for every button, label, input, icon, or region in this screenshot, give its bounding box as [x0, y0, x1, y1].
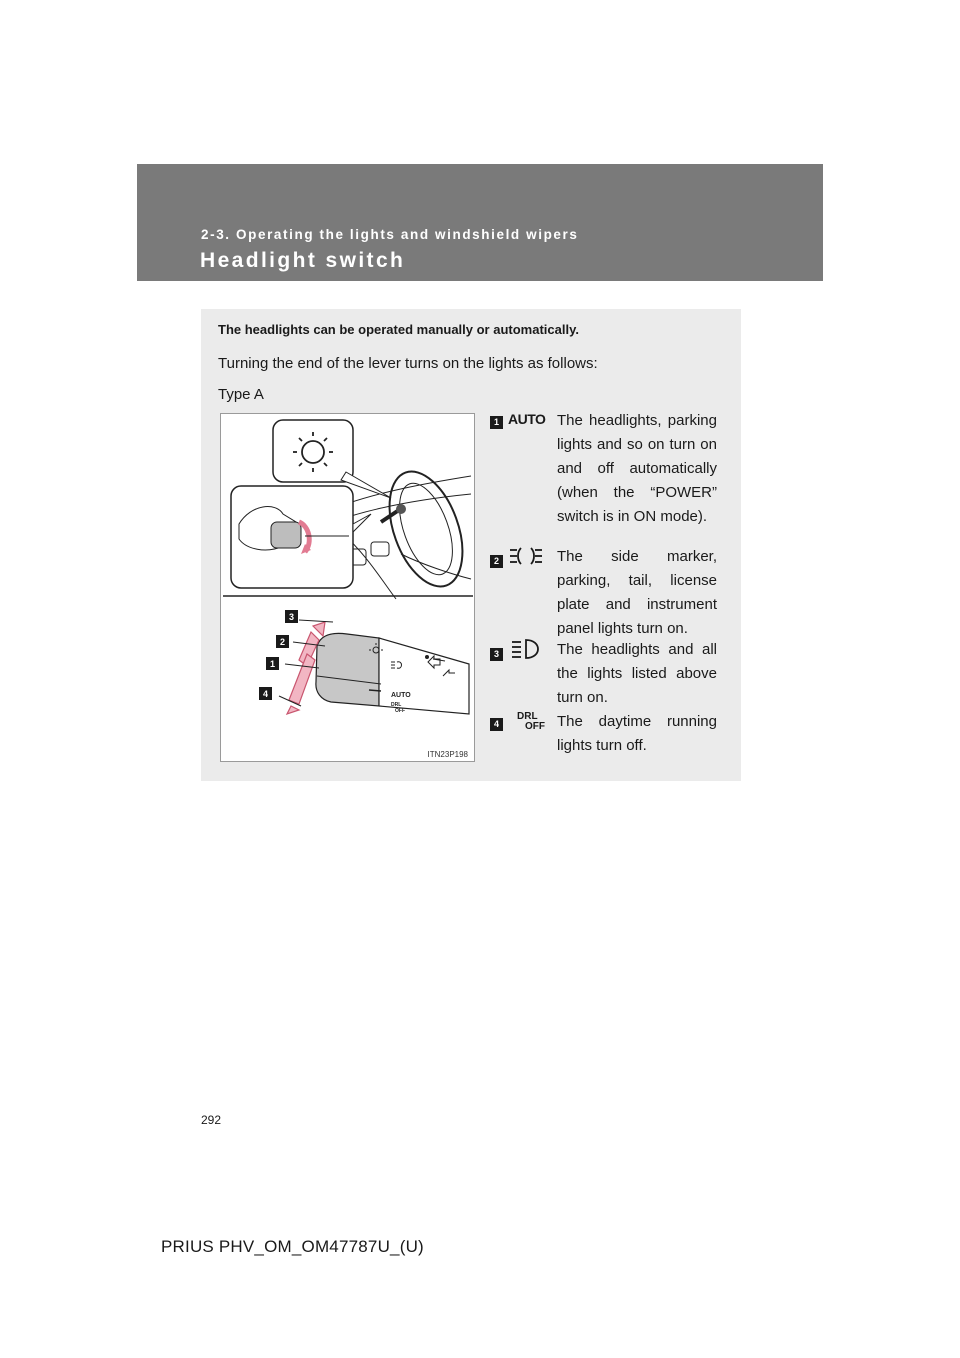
item-drl-off — [490, 710, 720, 760]
type-label: Type A — [218, 386, 264, 403]
parking-light-icon — [508, 545, 544, 567]
item-number: 2 — [490, 555, 503, 568]
lever-drl-label: DRL — [391, 702, 402, 708]
light-symbol-callout — [273, 420, 353, 482]
item-description: The headlights, parking lights and so on turn on and off automatically (when the “POWER” switch is in ON mode). — [557, 412, 717, 525]
svg-text:2: 2 — [279, 637, 286, 647]
intro-text: Turning the end of the lever turns on the lights as follows: — [218, 355, 598, 372]
item-description: The daytime running lights turn off. — [557, 713, 717, 754]
svg-text:3: 3 — [288, 612, 295, 622]
item-number: 4 — [490, 718, 503, 731]
item-number: 3 — [490, 648, 503, 661]
lever-knob — [316, 633, 379, 706]
drl-off-icon: DRL OFF — [517, 711, 545, 732]
footer-doc-code: PRIUS PHV_OM_OM47787U_(U) — [161, 1237, 424, 1256]
headlight-switch-illustration — [220, 413, 475, 762]
item-headlights — [490, 638, 720, 708]
lever-auto-label: AUTO — [391, 692, 411, 699]
svg-text:4: 4 — [262, 689, 269, 699]
page-title: Headlight switch — [200, 249, 406, 272]
intro-bold-text: The headlights can be operated manually or automatically. — [218, 322, 579, 337]
item-parking-lights — [490, 545, 720, 637]
lever-off-label: OFF — [395, 708, 405, 714]
auto-icon: AUTO — [508, 411, 546, 427]
item-description: The side marker, parking, tail, license plate and instrument panel lights turn on. — [557, 548, 717, 637]
section-label: 2-3. Operating the lights and windshield wipers — [201, 227, 579, 242]
item-number: 1 — [490, 416, 503, 429]
figure-code: ITN23P198 — [427, 750, 468, 759]
page-number: 292 — [201, 1113, 222, 1127]
item-description: The headlights and all the lights listed above turn on. — [557, 641, 717, 706]
item-auto — [490, 409, 720, 539]
illustration-drawing — [221, 414, 475, 762]
svg-text:1: 1 — [269, 659, 276, 669]
headlight-icon — [508, 638, 544, 660]
